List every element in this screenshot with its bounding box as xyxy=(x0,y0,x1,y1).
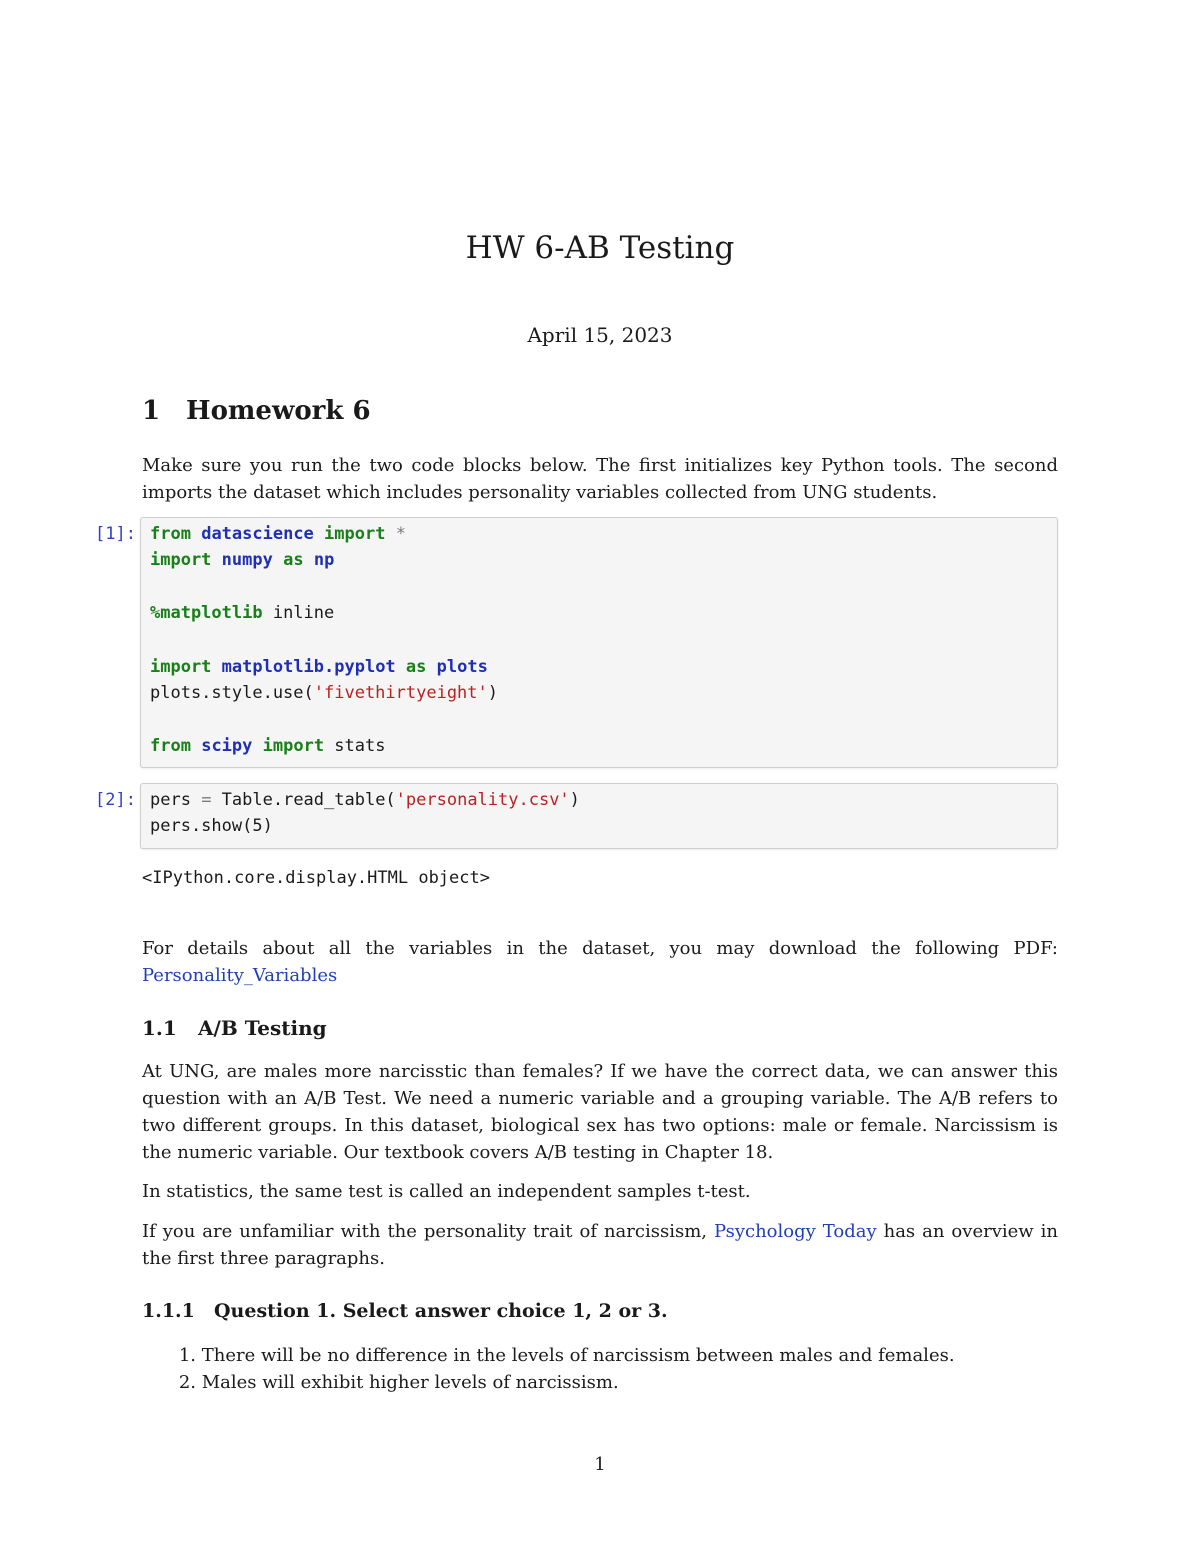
code-line: import numpy as np xyxy=(150,550,335,570)
cell-output: <IPython.core.display.HTML object> xyxy=(142,868,490,888)
section-number: 1.1.1 xyxy=(142,1300,195,1322)
psychology-today-link[interactable]: Psychology Today xyxy=(713,1221,877,1242)
cell-prompt-2: [2]: xyxy=(95,790,136,810)
section-heading-1-1-1 xyxy=(142,1300,1058,1322)
ab-paragraph-1: At UNG, are males more narcisstic than females? If we have the correct data, we can answer this question with an A/B Test. We need a numeric variable and a grouping variable. The A/B refers to two different groups. In this dataset, biological sex has two options: male or female. Narcissism is the numeric variable. Our textbook covers A/B testing in Chapter 18. xyxy=(142,1061,1058,1163)
details-paragraph: For details about all the variables in the dataset, you may download the following PDF: Personality_Variables xyxy=(142,938,1058,986)
section-heading-1-1 xyxy=(142,1016,1058,1040)
code-line: from datascience import * xyxy=(150,524,406,544)
ab-paragraph-3: If you are unfamiliar with the personality trait of narcissism, Psychology Today has an overview in the first three paragraphs. xyxy=(142,1221,1059,1269)
ab-paragraph-2: In statistics, the same test is called an independent samples t-test. xyxy=(142,1181,751,1202)
section-title: Question 1. Select answer choice 1, 2 or 3. xyxy=(214,1300,668,1322)
cell-prompt-1: [1]: xyxy=(95,524,136,544)
code-line: import matplotlib.pyplot as plots xyxy=(150,657,488,677)
code-line: pers.show(5) xyxy=(150,816,273,836)
answer-choice-list xyxy=(142,1342,955,1396)
section-heading-1 xyxy=(142,396,1058,426)
section-title: A/B Testing xyxy=(198,1016,327,1040)
page-title: HW 6-AB Testing xyxy=(465,230,735,266)
list-item: 1. There will be no difference in the levels of narcissism between males and females. xyxy=(178,1345,955,1366)
code-line: from scipy import stats xyxy=(150,736,386,756)
code-line: plots.style.use('fivethirtyeight') xyxy=(150,683,499,703)
page-number: 1 xyxy=(594,1454,606,1475)
intro-paragraph: Make sure you run the two code blocks below. The first initializes key Python tools. The second imports the dataset which includes personality variables collected from UNG students. xyxy=(142,455,1058,503)
page-date: April 15, 2023 xyxy=(527,323,673,347)
code-line: %matplotlib inline xyxy=(150,603,335,623)
code-line: pers = Table.read_table('personality.csv') xyxy=(150,790,580,810)
list-item: 2. Males will exhibit higher levels of narcissism. xyxy=(178,1372,619,1393)
personality-variables-link[interactable]: Personality_Variables xyxy=(142,965,338,986)
section-title: Homework 6 xyxy=(186,396,371,426)
section-number: 1.1 xyxy=(142,1016,177,1040)
section-number: 1 xyxy=(142,396,161,426)
